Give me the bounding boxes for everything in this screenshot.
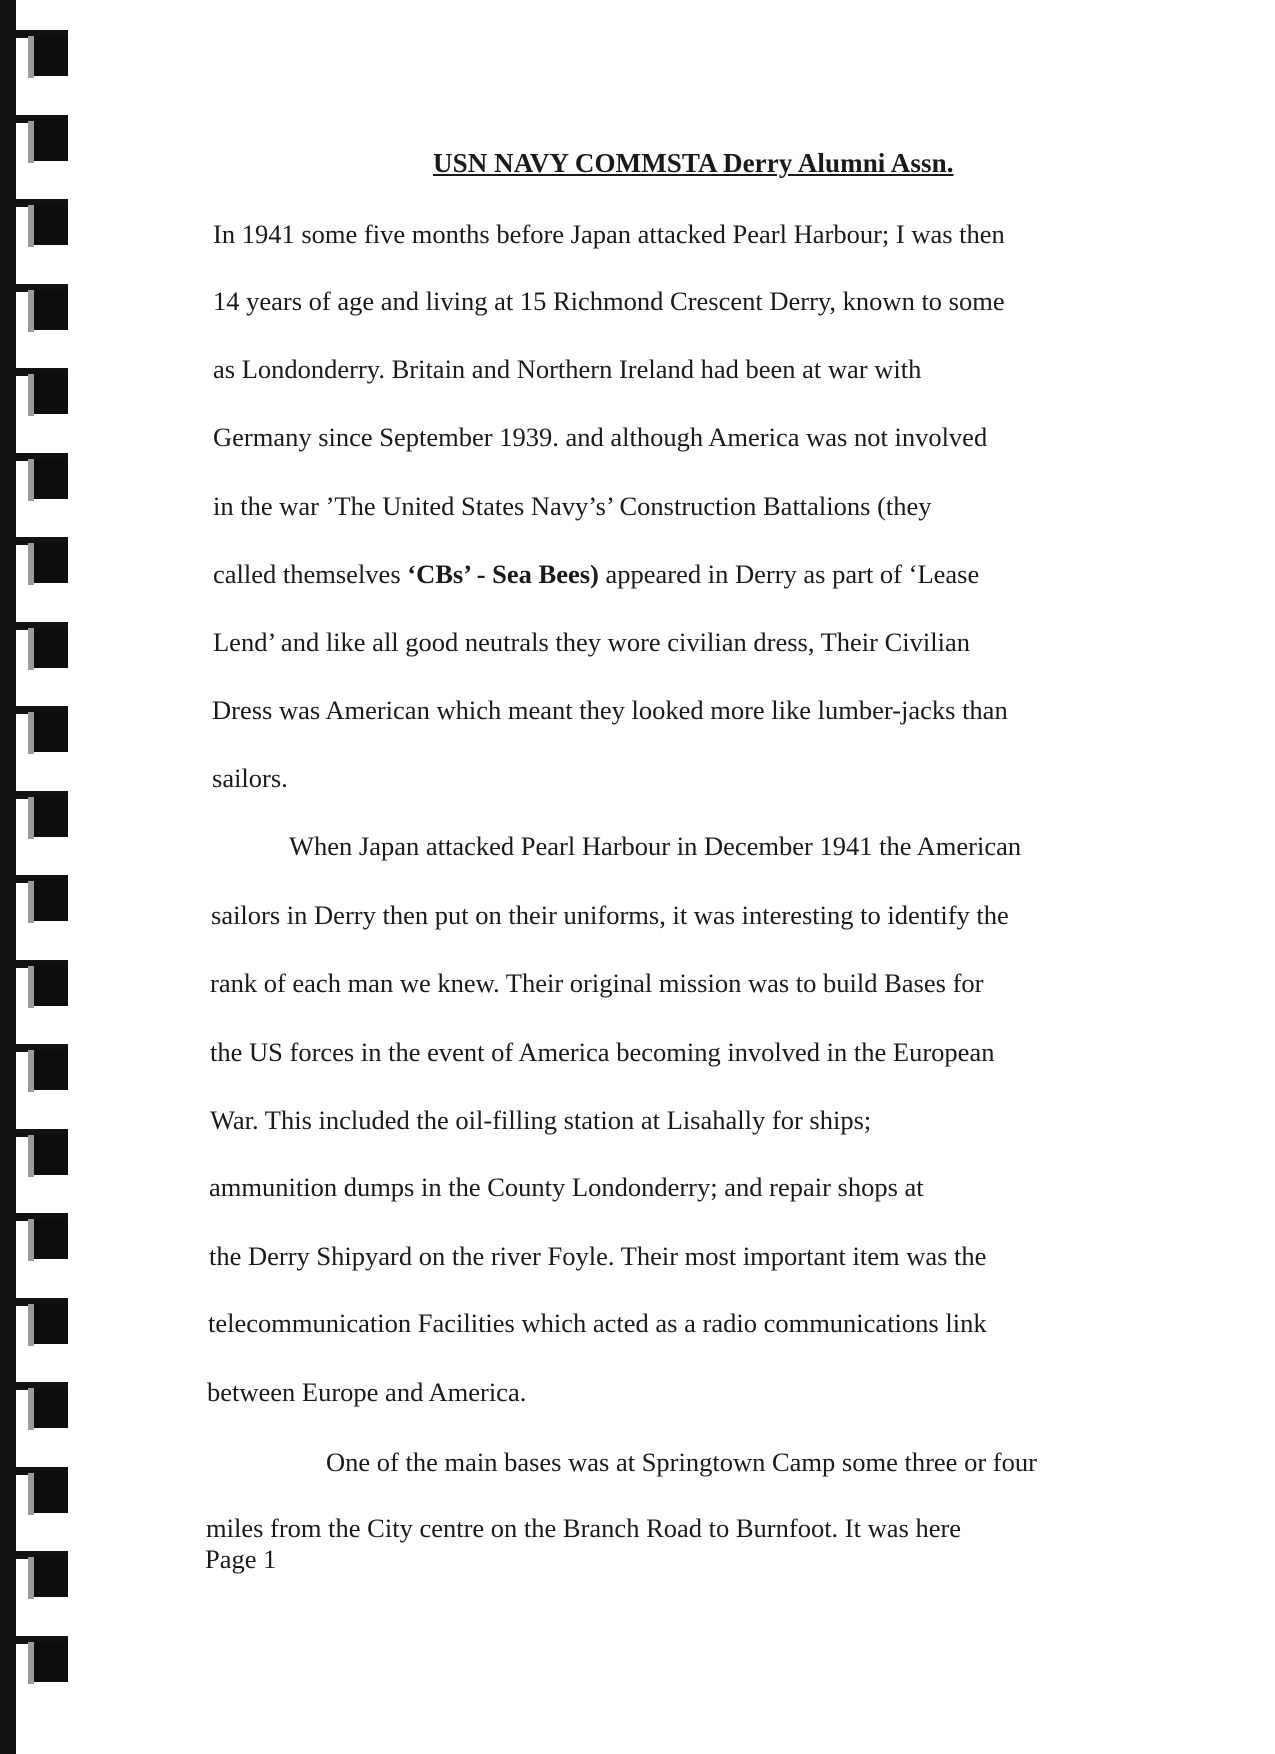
- text-line: Dress was American which meant they looked more like lumber-jacks than: [212, 695, 1008, 725]
- text-line: sailors.: [212, 763, 288, 793]
- text-line: One of the main bases was at Springtown Camp some three or four: [326, 1447, 1037, 1477]
- text-line: War. This included the oil-filling station at Lisahally for ships;: [210, 1105, 872, 1135]
- text-line: Lend’ and like all good neutrals they wore civilian dress, Their Civilian: [213, 627, 971, 657]
- text-line: the US forces in the event of America becoming involved in the European: [210, 1037, 995, 1067]
- text-line: miles from the City centre on the Branch Road to Burnfoot. It was here: [206, 1513, 962, 1543]
- text-line: ammunition dumps in the County Londonderry; and repair shops at: [209, 1172, 924, 1202]
- text-segment: appeared in Derry as part of ‘Lease: [598, 559, 980, 589]
- text-line: [213, 558, 979, 590]
- text-line: When Japan attacked Pearl Harbour in December 1941 the American: [289, 831, 1022, 861]
- text-line: in the war ’The United States Navy’s’ Construction Battalions (they: [213, 491, 932, 521]
- text-line: telecommunication Facilities which acted as a radio communications link: [208, 1308, 987, 1338]
- text-line: In 1941 some five months before Japan attacked Pearl Harbour; I was then: [213, 219, 1005, 249]
- text-line: sailors in Derry then put on their uniforms, it was interesting to identify the: [211, 900, 1009, 930]
- text-line: the Derry Shipyard on the river Foyle. Their most important item was the: [209, 1241, 987, 1271]
- text-line: 14 years of age and living at 15 Richmond Crescent Derry, known to some: [213, 286, 1005, 316]
- text-line: Germany since September 1939. and although America was not involved: [213, 422, 988, 452]
- text-line: as Londonderry. Britain and Northern Ireland had been at war with: [213, 354, 922, 384]
- document-title: USN NAVY COMMSTA Derry Alumni Assn.: [433, 148, 954, 178]
- page-number: Page 1: [205, 1544, 277, 1574]
- text-line: rank of each man we knew. Their original mission was to build Bases for: [210, 968, 984, 998]
- bold-text: ‘CBs’ - Sea Bees): [407, 559, 599, 589]
- text-segment: called themselves: [213, 559, 408, 589]
- text-line: between Europe and America.: [207, 1377, 527, 1407]
